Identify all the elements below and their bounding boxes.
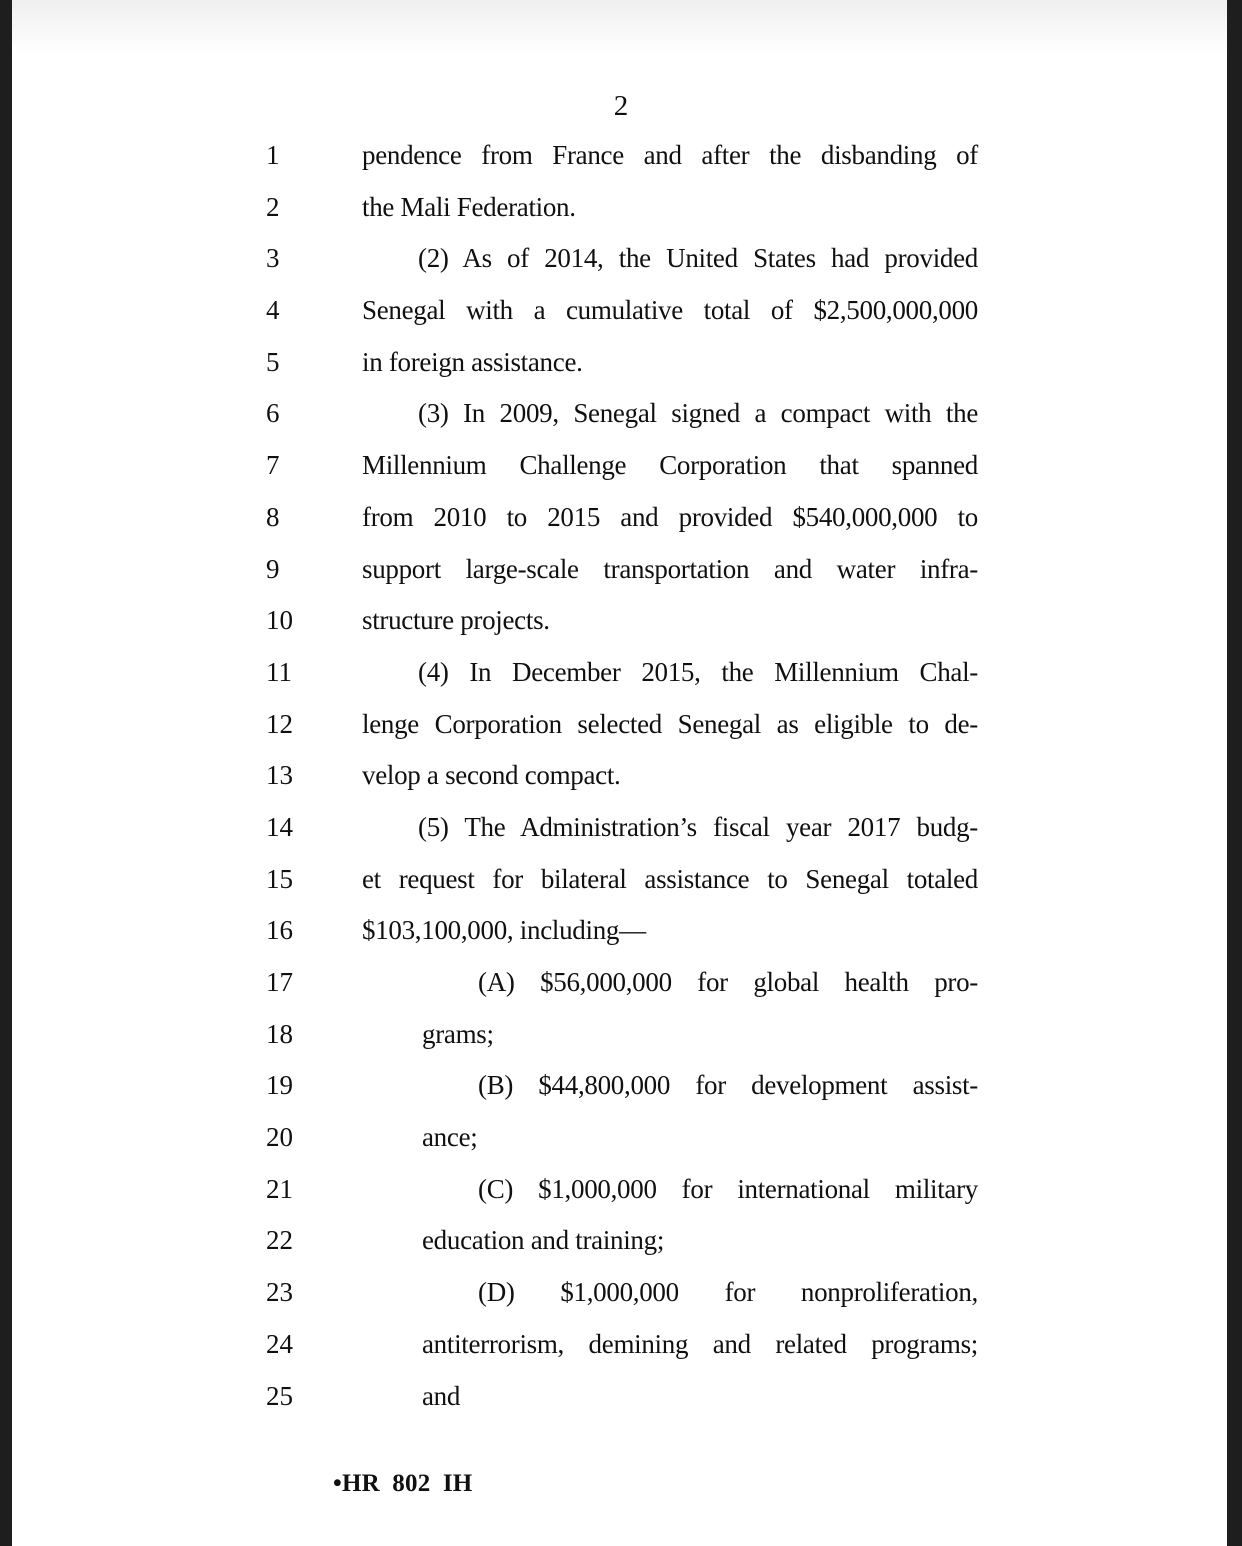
line-number: 22 (266, 1225, 293, 1256)
document-line (0, 1009, 1242, 1061)
document-line (0, 647, 1242, 699)
line-number: 25 (266, 1380, 293, 1411)
document-line (0, 388, 1242, 440)
document-line (0, 699, 1242, 751)
document-line (0, 233, 1242, 285)
document-line (0, 1319, 1242, 1371)
line-number: 24 (266, 1328, 293, 1359)
document-line (0, 1112, 1242, 1164)
line-text: (2) As of 2014, the United States had provided (418, 243, 978, 274)
document-line (0, 802, 1242, 854)
bill-text-body (0, 130, 1242, 1422)
line-text: (B) $44,800,000 for development assist- (478, 1070, 978, 1101)
document-line (0, 1215, 1242, 1267)
line-text: from 2010 to 2015 and provided $540,000,000 to (362, 501, 978, 532)
line-text: the Mali Federation. (362, 191, 576, 222)
line-text: education and training; (422, 1225, 665, 1256)
document-line (0, 1371, 1242, 1423)
document-line (0, 854, 1242, 906)
line-number: 4 (266, 295, 280, 326)
line-text: lenge Corporation selected Senegal as eligible to de- (362, 708, 978, 739)
line-number: 17 (266, 967, 293, 997)
footer-citation: •HR 802 IH (333, 1470, 473, 1497)
line-number: 18 (266, 1018, 293, 1049)
document-line (0, 182, 1242, 234)
line-number: 19 (266, 1070, 293, 1101)
document-line (0, 750, 1242, 802)
document-line (0, 1164, 1242, 1216)
line-number: 1 (266, 140, 280, 170)
line-number: 11 (266, 656, 292, 687)
line-text: (D) $1,000,000 for nonproliferation, (478, 1277, 978, 1308)
document-line (0, 905, 1242, 957)
line-number: 13 (266, 760, 293, 791)
line-number: 14 (266, 811, 293, 842)
line-text: ance; (422, 1122, 478, 1153)
document-line (0, 544, 1242, 596)
document-line (0, 1060, 1242, 1112)
document-line (0, 285, 1242, 337)
line-text: pendence from France and after the disbanding of (362, 140, 978, 170)
line-text: et request for bilateral assistance to Senegal totaled (362, 863, 978, 894)
line-number: 20 (266, 1122, 293, 1153)
line-text: velop a second compact. (362, 760, 621, 791)
line-number: 8 (266, 501, 280, 532)
line-number: 7 (266, 450, 280, 481)
document-line (0, 595, 1242, 647)
line-number: 16 (266, 915, 293, 946)
line-number: 10 (266, 605, 293, 636)
line-text: grams; (422, 1018, 494, 1049)
page-top-shading (0, 0, 1242, 60)
line-text: (A) $56,000,000 for global health pro- (478, 967, 978, 997)
line-text: (5) The Administration’s fiscal year 2017 budg- (418, 811, 978, 842)
line-number: 5 (266, 346, 280, 377)
line-text: structure projects. (362, 605, 550, 636)
line-text: (3) In 2009, Senegal signed a compact with the (418, 398, 978, 429)
line-text: in foreign assistance. (362, 346, 583, 377)
line-text: Millennium Challenge Corporation that spanned (362, 450, 978, 481)
line-text: (4) In December 2015, the Millennium Chal- (418, 656, 978, 687)
line-text: Senegal with a cumulative total of $2,500,000,000 (362, 295, 978, 326)
line-text: antiterrorism, demining and related programs; (422, 1328, 978, 1359)
line-text: support large-scale transportation and water infra- (362, 553, 978, 584)
line-number: 9 (266, 553, 280, 584)
line-number: 15 (266, 863, 293, 894)
line-number: 3 (266, 243, 280, 274)
document-line (0, 440, 1242, 492)
page-number: 2 (613, 90, 629, 122)
line-number: 21 (266, 1173, 293, 1204)
document-line (0, 130, 1242, 182)
document-line (0, 1267, 1242, 1319)
document-line (0, 957, 1242, 1009)
line-number: 12 (266, 708, 293, 739)
line-text: $103,100,000, including— (362, 915, 646, 946)
line-text: and (422, 1380, 461, 1411)
document-line (0, 492, 1242, 544)
line-number: 2 (266, 191, 280, 222)
document-line (0, 337, 1242, 389)
line-number: 23 (266, 1277, 293, 1308)
line-number: 6 (266, 398, 280, 429)
line-text: (C) $1,000,000 for international military (478, 1173, 978, 1204)
